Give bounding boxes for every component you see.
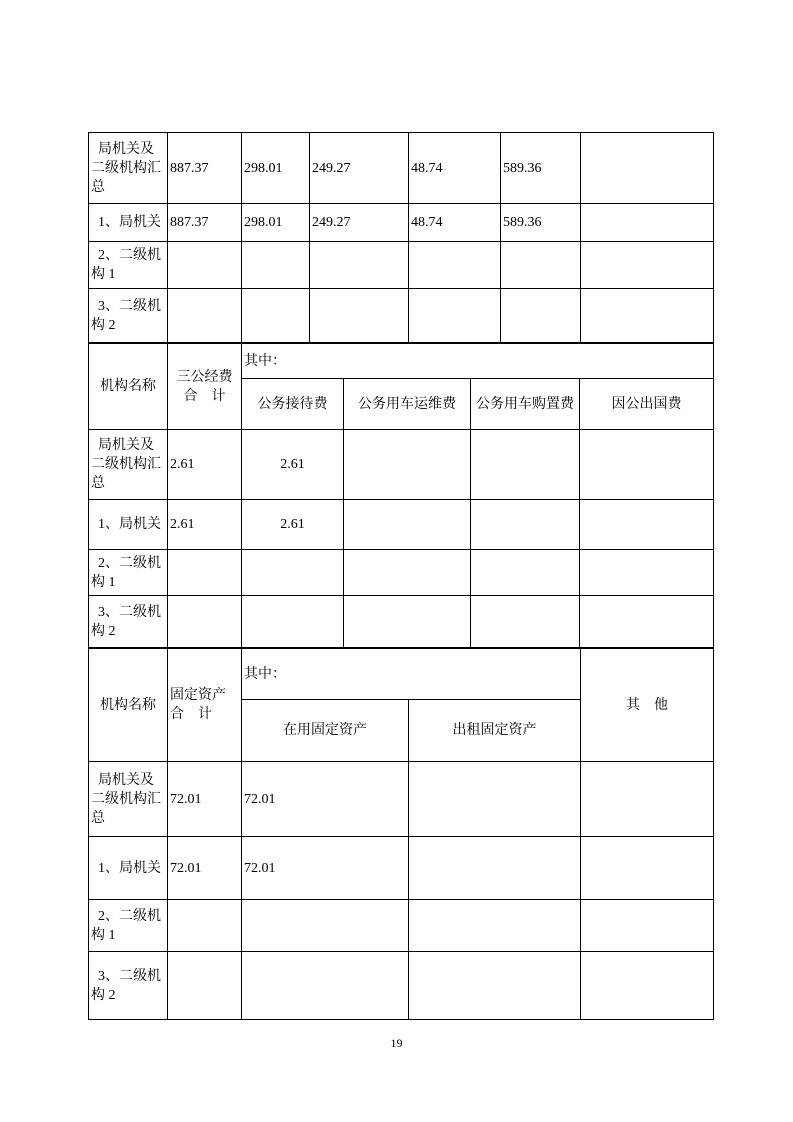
value-cell: 2.61 [242,430,344,500]
value-cell [242,596,344,648]
value-cell [242,550,344,596]
value-cell: 887.37 [168,133,242,204]
value-cell: 249.27 [310,204,409,242]
value-cell [501,242,581,289]
value-cell [168,900,242,952]
org-label-cell: 1、局机关 [89,500,168,550]
table-row [89,762,714,837]
value-cell [581,837,714,900]
value-cell [242,289,310,343]
table-row [89,204,714,242]
header-total: 固定资产 合 计 [168,649,242,762]
value-cell [581,289,714,343]
org-label-cell: 2、二级机构 1 [89,242,168,289]
value-cell [310,289,409,343]
value-cell [344,430,471,500]
org-label-cell: 局机关及二级机构汇总 [89,762,168,837]
value-cell [471,550,580,596]
header-reception: 公务接待费 [242,379,344,430]
value-cell: 2.61 [242,500,344,550]
value-cell: 48.74 [409,204,501,242]
value-cell [168,596,242,648]
org-label-cell: 2、二级机构 1 [89,900,168,952]
value-cell [501,289,581,343]
value-cell [409,762,581,837]
value-cell: 72.01 [242,837,409,900]
org-label-cell: 1、局机关 [89,837,168,900]
value-cell [471,430,580,500]
table-row [89,550,714,596]
org-label-cell: 局机关及二级机构汇总 [89,430,168,500]
value-cell [580,430,714,500]
value-cell [581,242,714,289]
header-overseas: 因公出国费 [580,379,714,430]
org-label-cell: 2、二级机构 1 [89,550,168,596]
value-cell [310,242,409,289]
table-header-row [89,649,714,700]
value-cell: 2.61 [168,500,242,550]
value-cell: 48.74 [409,133,501,204]
header-among: 其中： [242,344,714,379]
value-cell [471,596,580,648]
value-cell [168,289,242,343]
table-row [89,596,714,648]
table-three-public-expenses [88,343,714,648]
table-expenditure-continued [88,132,714,343]
header-org-name: 机构名称 [89,649,168,762]
value-cell: 298.01 [242,133,310,204]
value-cell: 72.01 [168,762,242,837]
value-cell: 249.27 [310,133,409,204]
value-cell [580,500,714,550]
table-row [89,242,714,289]
table-header-row [89,344,714,379]
value-cell [344,500,471,550]
value-cell [409,952,581,1020]
value-cell: 72.01 [168,837,242,900]
value-cell [409,837,581,900]
value-cell [581,204,714,242]
value-cell [242,900,409,952]
value-cell: 72.01 [242,762,409,837]
value-cell: 589.36 [501,204,581,242]
org-label-cell: 3、二级机构 2 [89,952,168,1020]
value-cell [580,550,714,596]
table-fixed-assets [88,648,714,1020]
header-total: 三公经费 合 计 [168,344,242,430]
value-cell [581,952,714,1020]
org-label-cell: 1、局机关 [89,204,168,242]
header-vehicle-purchase: 公务用车购置费 [471,379,580,430]
value-cell [409,900,581,952]
value-cell [471,500,580,550]
table-row [89,900,714,952]
value-cell [581,133,714,204]
value-cell [168,242,242,289]
page-number: 19 [390,1036,403,1050]
org-label-cell: 3、二级机构 2 [89,289,168,343]
value-cell [409,289,501,343]
value-cell [242,242,310,289]
value-cell [344,550,471,596]
value-cell [409,242,501,289]
header-other: 其 他 [581,649,714,762]
value-cell: 589.36 [501,133,581,204]
table-row [89,430,714,500]
org-label-cell: 3、二级机构 2 [89,596,168,648]
value-cell [242,952,409,1020]
table-row [89,952,714,1020]
value-cell [168,952,242,1020]
table-row [89,837,714,900]
value-cell: 887.37 [168,204,242,242]
page-content [88,132,714,1020]
value-cell: 298.01 [242,204,310,242]
header-among: 其中： [242,649,581,700]
table-row [89,289,714,343]
value-cell [581,762,714,837]
table-row [89,500,714,550]
header-in-use-assets: 在用固定资产 [242,700,409,762]
org-label-cell: 局机关及二级机构汇总 [89,133,168,204]
header-rented-out-assets: 出租固定资产 [409,700,581,762]
value-cell [581,900,714,952]
table-row [89,133,714,204]
header-vehicle-operation: 公务用车运维费 [344,379,471,430]
value-cell [168,550,242,596]
value-cell [580,596,714,648]
value-cell: 2.61 [168,430,242,500]
value-cell [344,596,471,648]
header-org-name: 机构名称 [89,344,168,430]
